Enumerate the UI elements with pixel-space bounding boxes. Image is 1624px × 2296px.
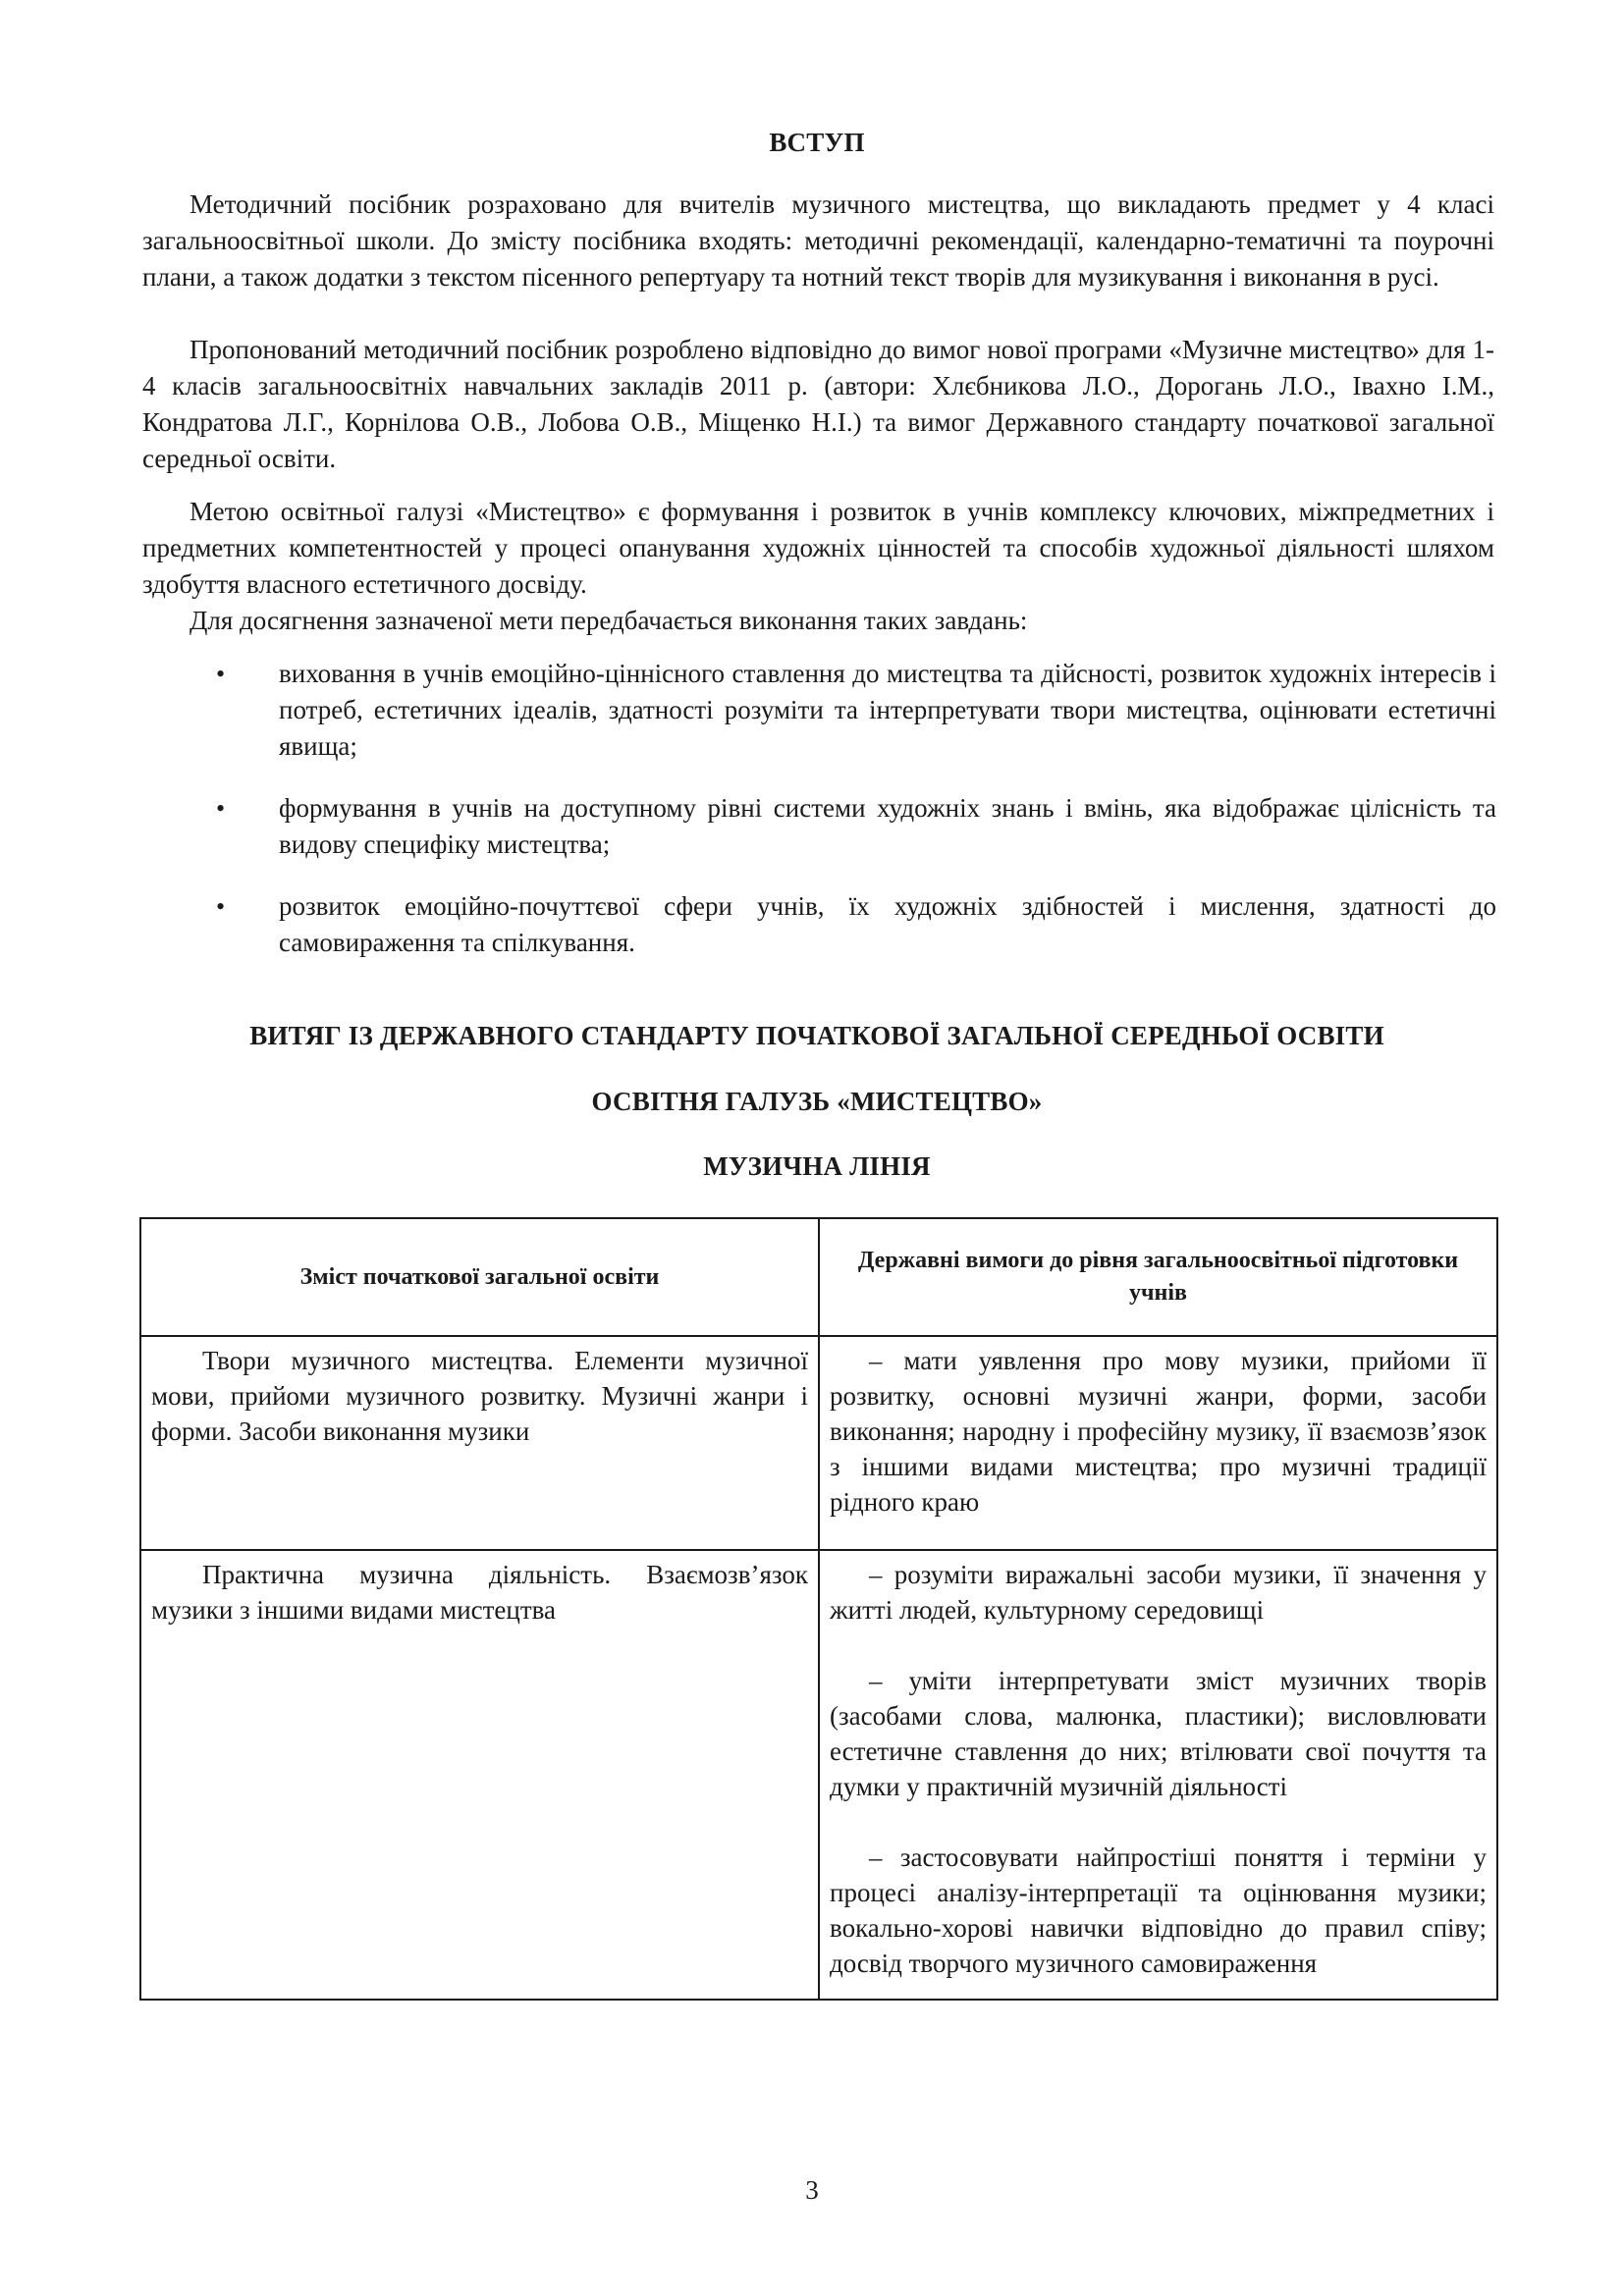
bullet-symbol: •	[216, 794, 226, 823]
bullet-symbol: •	[216, 660, 226, 688]
requirements-cell	[819, 1336, 1497, 1550]
requirement-text: – мати уявлення про мову музики, прийоми її розвитку, основні музичні жанри, форми, засоби виконання; народну і професійну музику, її взаємозв’язок з іншими видами мистецтва; про музичні традиції рідного краю	[830, 1346, 1487, 1517]
header-requirements: Державні вимоги до рівня загальноосвітньої підготовки учнів	[819, 1218, 1497, 1336]
extract-subtitle: ОСВІТНЯ ГАЛУЗЬ «МИСТЕЦТВО»	[591, 1087, 1043, 1116]
extract-title: ВИТЯГ ІЗ ДЕРЖАВНОГО СТАНДАРТУ ПОЧАТКОВОЇ ЗАГАЛЬНОЇ СЕРЕДНЬОЇ ОСВІТИ	[249, 1021, 1384, 1050]
requirement-text: – застосовувати найпростіші поняття і терміни у процесі аналізу-інтерпретації та оцінювання музики; вокально-хорові навички відповідно до правил співу; досвід творчого музичного самовираження	[830, 1842, 1487, 1978]
intro-paragraph-1: Методичний посібник розраховано для вчителів музичного мистецтва, що викладають предмет у 4 класі загальноосвітньої школи. До змісту посібника входять: методичні рекомендації, календарно-тематичні та поурочні плани, а також додатки з текстом пісенного репертуару та нотний текст творів для музикування і виконання в русі.	[142, 189, 1494, 292]
intro-paragraph-3: Метою освітньої галузі «Мистецтво» є формування і розвиток в учнів комплексу ключових, міжпредметних і предметних компетентностей у процесі опанування художніх цінностей та способів художньої діяльності шляхом здобуття власного естетичного досвіду.	[142, 497, 1494, 599]
standard-table	[139, 1217, 1498, 2001]
bullet-text: формування в учнів на доступному рівні системи художніх знань і вмінь, яка відображає цілісність та видову специфіку мистецтва;	[279, 793, 1496, 859]
requirement-text: – уміти інтерпретувати зміст музичних творів (засобами слова, малюнка, пластики); висловлювати естетичне ставлення до них; втілювати свої почуття та думки у практичній музичній діяльності	[830, 1666, 1487, 1801]
bullet-item	[216, 790, 1496, 863]
header-content: Зміст початкової загальної освіти	[140, 1218, 819, 1336]
intro-title: ВСТУП	[769, 128, 865, 157]
table-row	[140, 1550, 1497, 2000]
requirement-text: – розуміти виражальні засоби музики, її значення у житті людей, культурному середовищі	[830, 1560, 1487, 1625]
bullet-text: виховання в учнів емоційно-ціннісного ставлення до мистецтва та дійсності, розвиток художніх інтересів і потреб, естетичних ідеалів, здатності розуміти та інтерпретувати твори мистецтва, оцінювати естетичні явища;	[279, 659, 1496, 761]
requirements-cell	[819, 1550, 1497, 2000]
intro-paragraph-2: Пропонований методичний посібник розроблено відповідно до вимог нової програми «Музичне мистецтво» для 1-4 класів загальноосвітніх навчальних закладів 2011 р. (автори: Хлєбникова Л.О., Дорогань Л.О., Івахно І.М., Кондратова Л.Г., Корнілова О.В., Лобова О.В., Міщенко Н.І.) та вимог Державного стандарту початкової загальної середньої освіти.	[142, 335, 1494, 473]
table-header-row	[140, 1218, 1497, 1336]
bullet-item	[216, 888, 1496, 961]
content-text: Твори музичного мистецтва. Елементи музичної мови, прийоми музичного розвитку. Музичні жанри і форми. Засоби виконання музики	[151, 1346, 808, 1446]
page-number: 3	[805, 2175, 819, 2205]
section-title: МУЗИЧНА ЛІНІЯ	[703, 1151, 931, 1181]
content-cell	[140, 1336, 819, 1550]
content-text: Практична музична діяльність. Взаємозв’язок музики з іншими видами мистецтва	[151, 1560, 808, 1625]
content-cell	[140, 1550, 819, 2000]
table-row	[140, 1336, 1497, 1550]
bullet-item	[216, 656, 1496, 765]
intro-paragraph-4: Для досягнення зазначеної мети передбачається виконання таких завдань:	[189, 606, 1028, 635]
bullet-text: розвиток емоційно-почуттєвої сфери учнів, їх художніх здібностей і мислення, здатності до самовираження та спілкування.	[279, 891, 1496, 957]
bullet-symbol: •	[216, 892, 226, 921]
